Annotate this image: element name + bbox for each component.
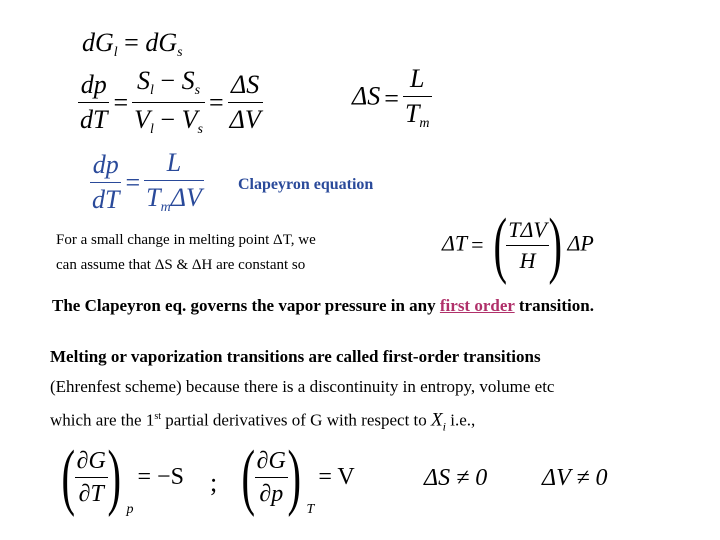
eq2-vl-sub: l	[150, 122, 154, 137]
eq1-lhs: dG	[82, 28, 114, 57]
equation-clapeyron	[90, 150, 204, 215]
clap-den-sub: m	[160, 200, 171, 215]
dt-frac	[506, 216, 549, 273]
paragraph-line-1	[50, 342, 541, 372]
pgt-left-paren: (	[61, 436, 76, 518]
clapeyron-governs-line	[52, 296, 594, 316]
clap-frac-dpdt	[90, 152, 121, 213]
pgp-rhs: = V	[318, 464, 355, 491]
clap-f1-den: dT	[92, 185, 120, 214]
dt-den: H	[519, 247, 536, 273]
pgt-num: ∂G	[76, 447, 106, 474]
clap-f1-num: dp	[92, 150, 119, 179]
pgt-right-paren: )	[107, 436, 121, 518]
small-change-line-1: For a small change in melting point ΔT, we	[56, 232, 316, 248]
eq2-sl: S	[137, 66, 151, 95]
dt-left-paren: (	[493, 204, 507, 286]
clapeyron-label: Clapeyron equation	[238, 176, 374, 193]
para-line-1-text: Melting or vaporization transitions are called first-order transitions	[50, 347, 541, 366]
eq2-f1-den: dT	[80, 105, 108, 134]
dt-rhs: ΔP	[567, 230, 594, 256]
pgp-den: ∂p	[259, 480, 284, 507]
dt-num: TΔV	[508, 216, 547, 242]
dt-right-paren: )	[548, 204, 562, 286]
pgp-left-paren: (	[241, 436, 256, 518]
eq2-vs-sub: s	[197, 122, 203, 137]
small-change-line-2: can assume that ΔS & ΔH are constant so	[56, 257, 306, 273]
eqds-den: T	[404, 99, 420, 128]
para-line-3-b: partial derivatives of G with respect to	[161, 410, 432, 430]
eq2-frac-dpdt	[78, 72, 109, 133]
eq2-equals-2: =	[208, 87, 224, 117]
equation-delta-s	[352, 66, 432, 131]
eq2-equals-1: =	[113, 87, 129, 117]
partials-separator: ;	[210, 468, 218, 497]
eq2-f1-num: dp	[80, 70, 107, 99]
eq2-f3-num: ΔS	[231, 70, 260, 99]
eq2-frac-entropy-volume	[132, 68, 205, 137]
pgt-frac	[75, 449, 108, 506]
para-line-3-a: which are the 1	[50, 410, 155, 430]
eq2-den-minus: −	[160, 105, 176, 134]
clap-frac-right	[144, 150, 204, 215]
pgp-sub: T	[306, 501, 315, 517]
clap-den-dv: ΔV	[170, 183, 202, 212]
first-order-link[interactable]: first order	[439, 296, 515, 315]
eq2-vl: V	[134, 105, 151, 134]
eq2-num-minus: −	[160, 66, 176, 95]
eq2-f3-den: ΔV	[229, 105, 261, 134]
pgp-num: ∂G	[256, 447, 286, 474]
eq2-sl-sub: l	[150, 83, 154, 98]
equation-dv-nonzero: ΔV ≠ 0	[542, 465, 608, 491]
clap-gov-text-b: transition.	[514, 296, 594, 315]
eq2-vs: V	[181, 105, 198, 134]
eqds-num: L	[410, 64, 425, 93]
pgt-den: ∂T	[78, 480, 104, 507]
equation-partial-g-t	[56, 436, 188, 518]
eqds-lhs: ΔS	[352, 81, 381, 111]
eq1-lhs-sub: l	[113, 45, 118, 60]
eq2-frac-delta	[228, 72, 263, 133]
pgp-frac	[255, 449, 288, 506]
eqds-den-sub: m	[419, 116, 430, 131]
para-line-3-c: i.e.,	[445, 410, 476, 430]
equation-ds-nonzero: ΔS ≠ 0	[424, 465, 488, 491]
eq1-rhs-sub: s	[177, 45, 183, 60]
eqds-frac	[403, 66, 432, 131]
clap-equals: =	[125, 167, 141, 197]
pgt-rhs: = −S	[137, 464, 184, 491]
equation-partial-g-p	[236, 436, 359, 518]
eq2-ss-sub: s	[194, 83, 201, 98]
equation-dpdt-entropy-volume	[78, 68, 263, 137]
clap-den-t: T	[146, 183, 161, 212]
equation-delta-t	[442, 204, 594, 286]
dt-lhs: ΔT	[442, 230, 468, 256]
eq1-rhs: dG	[145, 28, 178, 57]
para-line-3-var-sub: i	[442, 419, 446, 434]
paragraph-line-2: (Ehrenfest scheme) because there is a discontinuity in entropy, volume etc	[50, 377, 555, 396]
para-line-3-sup: st	[154, 411, 161, 422]
pgp-right-paren: )	[287, 436, 301, 518]
clap-gov-text-a: The Clapeyron eq. governs the vapor pressure in any	[52, 296, 440, 315]
eqds-equals: =	[384, 83, 399, 113]
pgt-sub: p	[126, 501, 134, 517]
clap-num: L	[166, 148, 182, 177]
para-line-3-var: X	[431, 409, 443, 431]
eq2-ss: S	[181, 66, 195, 95]
equation-dg-equality	[82, 30, 183, 60]
eq1-equals: =	[124, 28, 139, 57]
dt-equals: =	[471, 232, 484, 258]
